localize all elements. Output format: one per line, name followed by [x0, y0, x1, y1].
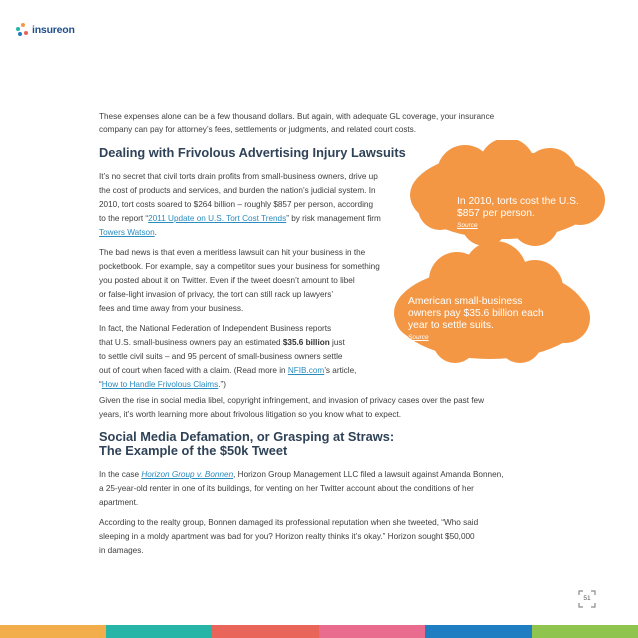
s2p1-line-1-text-end: , Horizon Group Management LLC filed a lawsuit against Amanda Bonnen,	[233, 470, 504, 479]
logo-text: insureon	[32, 24, 75, 36]
s1p3-line-4-text-end: ’s article,	[324, 366, 357, 375]
s1p3-line-2-text: that U.S. small-business owners pay an estimated	[99, 338, 283, 347]
s1p1-line-2: the cost of products and services, and burden the nation’s judicial system. In	[99, 186, 376, 195]
towers-watson-link[interactable]: Towers Watson	[99, 228, 155, 237]
frivolous-claims-link[interactable]: How to Handle Frivolous Claims	[101, 380, 219, 389]
s2p2-line-1: According to the realty group, Bonnen damaged its professional reputation when she tweeted, “Who said	[99, 518, 479, 527]
s2p1-line-2: a 25-year-old renter in one of its buildings, for venting on her Twitter account about the conditions of her	[99, 484, 474, 493]
intro-line-2: company can pay for attorney’s fees, settlements or judgments, and related court costs.	[99, 125, 417, 134]
s1p3-line-4	[99, 364, 356, 378]
section-heading-social-media-l1: Social Media Defamation, or Grasping at Straws:	[99, 429, 395, 444]
s2p2-line-2: sleeping in a moldy apartment was bad for you? Horizon realty thinks it’s okay.” Horizon sought $50,000	[99, 532, 475, 541]
s1p2-line-2: pocketbook. For example, say a competitor sues your business for something	[99, 262, 380, 271]
s1p4-line-2: years, it’s worth learning more about frivolous litigation so you know what to expect.	[99, 410, 402, 419]
s1p2-line-1: The bad news is that even a meritless lawsuit can hit your business in the	[99, 248, 366, 257]
stripe-segment-red	[212, 625, 319, 638]
callout-2-line-3: year to settle suits.	[408, 320, 494, 331]
s2p1-line-1-text: In the case	[99, 470, 142, 479]
s1p3-line-4-text: out of court when faced with a claim. (Read more in	[99, 366, 288, 375]
s1p1-line-4-text: to the report “	[99, 214, 149, 223]
horizon-case-link[interactable]: Horizon Group v. Bonnen	[141, 470, 234, 479]
s1p3-line-5-text-end: .”)	[218, 380, 226, 389]
s1p3-line-1: In fact, the National Federation of Independent Business reports	[99, 324, 332, 333]
callout-1-text	[457, 196, 579, 232]
intro-line-1: These expenses alone can be a few thousand dollars. But again, with adequate GL coverage, your insurance	[99, 112, 495, 121]
callout-cloud-1	[405, 140, 615, 250]
s2p2-line-3: in damages.	[99, 546, 144, 555]
s1p3-line-5-text: “	[99, 380, 102, 389]
stripe-segment-teal	[106, 625, 212, 638]
stripe-segment-green	[532, 625, 638, 638]
callout-1-line-2: $857 per person.	[457, 208, 535, 219]
s2p1-line-3: apartment.	[99, 498, 139, 507]
page-number: 51	[583, 595, 591, 602]
stripe-segment-blue	[425, 625, 532, 638]
s1p3-bold-amount: $35.6 billion	[282, 338, 330, 347]
section-heading-social-media-l2: The Example of the $50k Tweet	[99, 443, 288, 458]
s1p3-line-2	[99, 336, 345, 350]
s1p1-line-4	[99, 212, 381, 226]
s1p3-line-3: to settle civil suits – and 95 percent of small-business owners settle	[99, 352, 343, 361]
tort-cost-trends-link[interactable]: 2011 Update on U.S. Tort Cost Trends	[148, 214, 287, 223]
callout-1-line-1: In 2010, torts cost the U.S.	[457, 196, 579, 207]
s1p3-line-5	[99, 378, 226, 392]
s1p4-line-1: Given the rise in social media libel, copyright infringement, and invasion of privacy cases over the past few	[99, 396, 485, 405]
callout-1-source-link[interactable]: Source	[457, 222, 478, 229]
stripe-segment-pink	[319, 625, 425, 638]
s1p1-line-3: 2010, tort costs soared to $264 billion – roughly $857 per person, according	[99, 200, 374, 209]
s1p2-line-3: you posted about it on Twitter. Even if the tweet doesn’t amount to libel	[99, 276, 355, 285]
nfib-link[interactable]: NFIB.com	[287, 366, 325, 375]
s1p1-line-5-text: .	[154, 228, 157, 237]
callout-2-source-link[interactable]: Source	[408, 334, 429, 341]
callout-2-text	[408, 296, 544, 344]
callout-2-line-1: American small-business	[408, 296, 523, 307]
s2p1-line-1	[99, 468, 503, 482]
s1p1-line-1: It’s no secret that civil torts drain profits from small-business owners, drive up	[99, 172, 378, 181]
s1p1-line-4-text-end: ” by risk management firm	[286, 214, 381, 223]
s1p1-line-5	[99, 226, 157, 240]
s1p2-line-4: or false-light invasion of privacy, the tort can still rack up lawyers’	[99, 290, 334, 299]
callout-2-line-2: owners pay $35.6 billion each	[408, 308, 544, 319]
section-heading-frivolous-lawsuits: Dealing with Frivolous Advertising Injury Lawsuits	[99, 145, 406, 160]
s1p2-line-5: fees and time away from your business.	[99, 304, 244, 313]
s1p3-line-2-text-end: just	[329, 338, 345, 347]
insureon-logo	[16, 23, 75, 37]
stripe-segment-orange	[0, 625, 106, 638]
logo-mark-icon	[16, 23, 30, 37]
